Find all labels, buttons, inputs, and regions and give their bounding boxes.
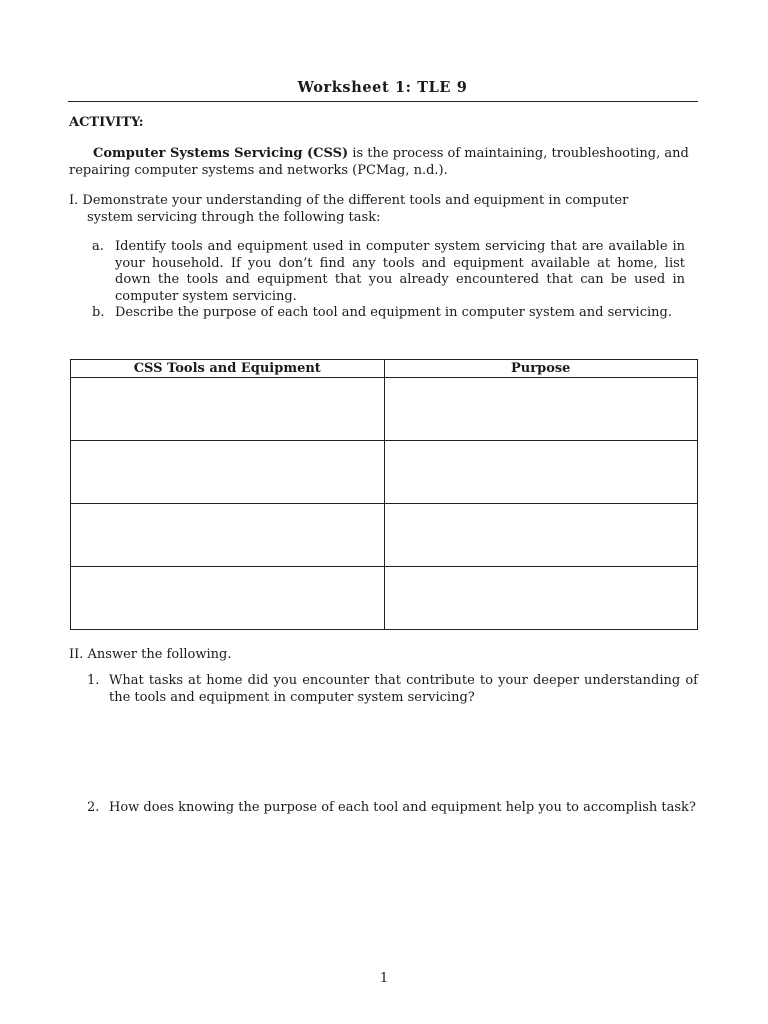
question-text: How does knowing the purpose of each tool and equipment help you to accomplish task? [109, 800, 696, 815]
question-2 [87, 800, 698, 817]
intro-bold-term: Computer Systems Servicing (CSS) [93, 146, 349, 161]
question-number: 2. [87, 800, 100, 815]
part1-instruction [69, 193, 689, 226]
task-item-a [92, 239, 685, 305]
question-1 [87, 673, 698, 706]
table-row [71, 567, 698, 630]
purpose-cell[interactable] [384, 378, 698, 441]
task-item-label: b. [92, 305, 105, 320]
header-tools: CSS Tools and Equipment [71, 360, 385, 378]
tool-cell[interactable] [71, 378, 385, 441]
purpose-cell[interactable] [384, 567, 698, 630]
task-item-b [92, 305, 685, 322]
part2-heading: II. Answer the following. [69, 647, 232, 662]
table-row [71, 378, 698, 441]
part1-line2: system servicing through the following task: [87, 209, 381, 225]
intro-paragraph [69, 146, 689, 179]
table-row [71, 504, 698, 567]
tool-cell[interactable] [71, 567, 385, 630]
task-item-text: Identify tools and equipment used in computer system servicing that are available in your household. If you don’t find any tools and equipment available at home, list down the tools and equipment that you already encountered that can be used in computer system servicing. [115, 239, 685, 304]
worksheet-title: Worksheet 1: TLE 9 [297, 79, 468, 96]
tool-cell[interactable] [71, 504, 385, 567]
purpose-cell[interactable] [384, 441, 698, 504]
question-text: What tasks at home did you encounter that contribute to your deeper understanding of the tools and equipment in computer system servicing? [109, 673, 698, 705]
task-list [92, 239, 685, 322]
task-item-text: Describe the purpose of each tool and equipment in computer system and servicing. [115, 305, 672, 320]
activity-heading: ACTIVITY: [69, 115, 144, 130]
task-item-label: a. [92, 239, 104, 254]
purpose-cell[interactable] [384, 504, 698, 567]
table-header-row [71, 360, 698, 378]
table-row [71, 441, 698, 504]
intro-text: is the process of maintaining, troubleshooting, and repairing computer systems and networks (PCMag, n.d.). [69, 146, 689, 178]
tools-equipment-table [70, 359, 698, 630]
part1-line1: I. Demonstrate your understanding of the different tools and equipment in computer [69, 193, 629, 208]
page-number: 1 [379, 971, 389, 986]
title-divider [68, 101, 698, 102]
tool-cell[interactable] [71, 441, 385, 504]
header-purpose: Purpose [384, 360, 698, 378]
question-number: 1. [87, 673, 100, 688]
